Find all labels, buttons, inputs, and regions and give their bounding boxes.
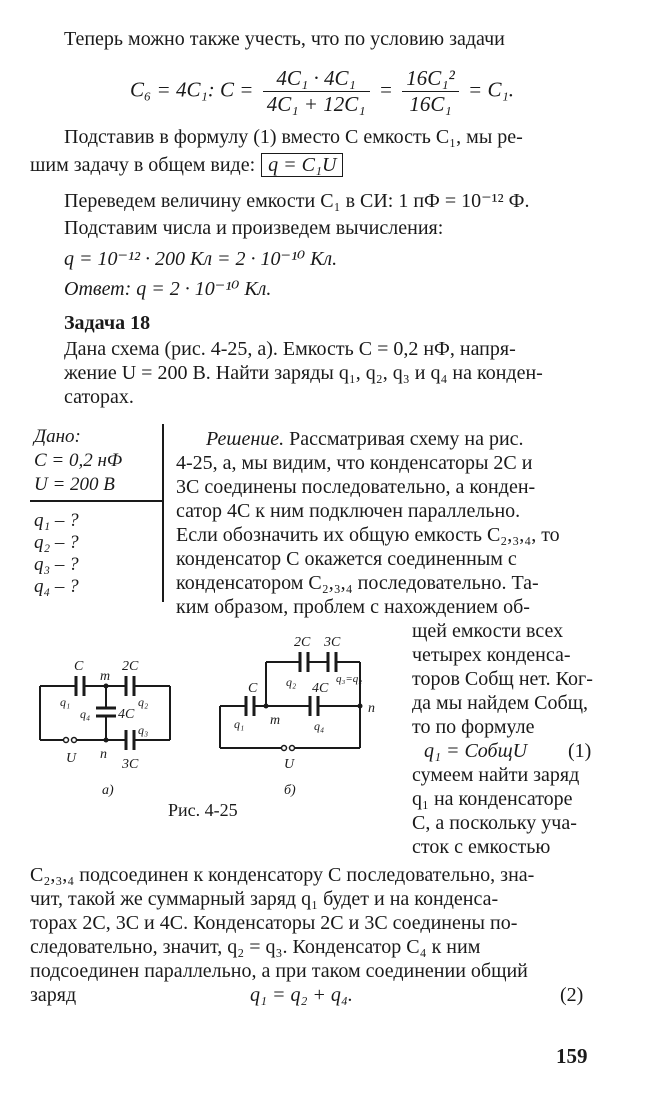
fraction-2 (402, 66, 459, 117)
fig-a-label-m: m (100, 669, 111, 684)
solution-line-12: да мы найдем Cобщ, (412, 692, 589, 714)
formula-2: q₁ = q₂ + q₄. (250, 984, 353, 1006)
given-divider-horizontal (30, 500, 164, 502)
intro-line-6: Подставим числа и произведем вычисления: (64, 217, 444, 239)
fig-b-label-3C: 3C (324, 635, 341, 650)
fig-a-label-3C: 3C (122, 757, 139, 772)
equation-c6 (130, 66, 514, 117)
solution-line-17: C, а поскольку уча- (412, 812, 577, 834)
formula-1: q₁ = CобщU (424, 740, 528, 762)
fig-a-label-2C: 2C (122, 659, 139, 674)
fig-a-label: а) (102, 783, 114, 798)
intro-line-4-text: шим задачу в общем виде: (30, 154, 256, 176)
eq-mid: = (378, 77, 393, 102)
given-divider-vertical (162, 424, 164, 602)
solution-line-22: следовательно, значит, q₂ = q₃. Конденсатор C₄ к ним (30, 936, 481, 958)
fig-b-label-C: C (248, 681, 258, 696)
solution-line-23: подсоединен параллельно, а при таком соединении общий (30, 960, 528, 982)
formula-2-number: (2) (560, 984, 584, 1006)
solution-line-4: сатор 4C к ним подключен параллельно. (176, 500, 521, 522)
eq-end: = C₁. (468, 77, 515, 102)
problem-text-2: жение U = 200 В. Найти заряды q₁, q₂, q₃ и q₄ на конден- (64, 362, 543, 384)
intro-line-4 (30, 154, 343, 177)
fig-a-label-q2: q₂ (138, 695, 149, 709)
fraction-1-denominator: 4C₁ + 12C₁ (266, 92, 366, 116)
solution-line-1 (206, 428, 524, 451)
fig-b-label-U: U (284, 757, 295, 772)
fig-b-label-m: m (270, 713, 281, 728)
solution-line-3: 3C соединены последовательно, а конден- (176, 476, 536, 498)
problem-title: Задача 18 (64, 312, 151, 334)
solution-line-24a: заряд (30, 984, 77, 1006)
given-u: U = 200 В (34, 474, 115, 495)
fig-a-label-U: U (66, 751, 77, 766)
solution-line-15: сумеем найти заряд (412, 764, 580, 786)
given-block (30, 424, 164, 602)
circuit-diagram-b (210, 630, 410, 800)
fig-a-label-C: C (74, 659, 84, 674)
given-c: C = 0,2 нФ (34, 450, 123, 471)
intro-line-3: Подставив в формулу (1) вместо C емкость C₁, мы ре- (64, 126, 523, 148)
solution-line-8: ким образом, проблем с нахождением об- (176, 596, 530, 618)
answer-line (64, 276, 271, 301)
formula-1-number: (1) (568, 740, 592, 762)
solution-line-16: q₁ на конденсаторе (412, 788, 573, 810)
fraction-1-numerator: 4C₁ · 4C₁ (263, 66, 370, 92)
fig-a-label-q4: q₄ (80, 707, 91, 721)
solution-line-6: конденсатор C окажется соединенным с (176, 548, 517, 570)
boxed-formula: q = C₁U (261, 153, 343, 177)
fig-a-label-q1: q₁ (60, 695, 71, 709)
answer-value: q = 2 · 10⁻¹⁰ Кл. (136, 278, 272, 300)
fig-b-label-q1: q₁ (234, 717, 245, 731)
page-number: 159 (556, 1044, 588, 1068)
fraction-1 (263, 66, 370, 117)
solution-line-7: конденсатором C₂,₃,₄ последовательно. Та- (176, 572, 539, 594)
intro-line-7: q = 10⁻¹² · 200 Кл = 2 · 10⁻¹⁰ Кл. (64, 248, 338, 270)
given-q3: q₃ – ? (34, 554, 79, 575)
problem-text-3: саторах. (64, 386, 134, 408)
solution-label: Решение. (206, 428, 285, 450)
given-q4: q₄ – ? (34, 576, 79, 597)
fraction-2-numerator: 16C₁² (402, 66, 459, 92)
solution-line-21: торах 2C, 3C и 4C. Конденсаторы 2C и 3C соединены по- (30, 912, 518, 934)
solution-line-18: сток с емкостью (412, 836, 551, 858)
given-q1: q₁ – ? (34, 510, 79, 531)
intro-line-1: Теперь можно также учесть, что по условию задачи (64, 28, 505, 50)
solution-line-19: C₂,₃,₄ подсоединен к конденсатору C последовательно, зна- (30, 864, 535, 886)
figure-caption: Рис. 4-25 (168, 800, 238, 820)
solution-line-13: то по формуле (412, 716, 535, 738)
answer-label: Ответ: (64, 278, 132, 300)
eq-c6: C₆ = 4C₁: (130, 77, 215, 102)
given-label: Дано: (34, 426, 81, 447)
problem-text-1: Дана схема (рис. 4-25, а). Емкость C = 0,2 нФ, напря- (64, 338, 516, 360)
fig-a-label-q3: q₃ (138, 723, 149, 737)
intro-line-5: Переведем величину емкости C₁ в СИ: 1 пФ = 10⁻¹² Ф. (64, 190, 530, 212)
fig-a-label-n: n (100, 747, 107, 762)
solution-line-20: чит, такой же суммарный заряд q₁ будет и на конденса- (30, 888, 499, 910)
solution-line-10: четырех конденса- (412, 644, 571, 666)
eq-c: C = (220, 77, 254, 102)
solution-line-11: торов Cобщ нет. Ког- (412, 668, 593, 690)
fig-a-label-4C: 4C (118, 707, 135, 722)
fraction-2-denominator: 16C₁ (409, 92, 452, 116)
solution-line-5: Если обозначить их общую емкость C₂,₃,₄, то (176, 524, 560, 546)
fig-b-label-q3q2: q₃=q₂ (336, 673, 363, 685)
fig-b-label-n: n (368, 701, 375, 716)
circuit-diagram-a (30, 650, 210, 800)
fig-b-label-q4: q₄ (314, 719, 325, 733)
fig-b-label-2C: 2C (294, 635, 311, 650)
solution-line-9: щей емкости всех (412, 620, 564, 642)
fig-b-label-q2: q₂ (286, 675, 297, 689)
given-q2: q₂ – ? (34, 532, 79, 553)
solution-line-1-text: Рассматривая схему на рис. (289, 428, 524, 450)
fig-b-label-4C: 4C (312, 681, 329, 696)
solution-line-2: 4-25, а, мы видим, что конденсаторы 2C и (176, 452, 533, 474)
fig-b-label: б) (284, 783, 296, 798)
